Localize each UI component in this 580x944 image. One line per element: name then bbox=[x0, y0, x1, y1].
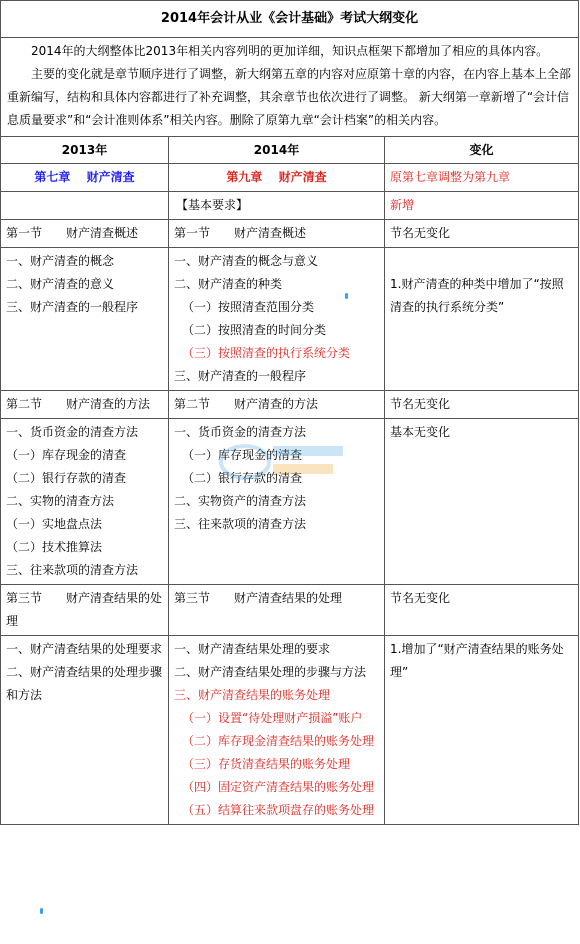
list-item: 一、财产清查结果的处理要求 bbox=[6, 642, 163, 656]
chapter-new: 第九章 财产清查 bbox=[169, 164, 385, 192]
section2-old-items bbox=[1, 419, 169, 585]
list-item: 二、实物资产的清查方法 bbox=[174, 494, 307, 508]
list-item: 二、财产清查的种类 bbox=[174, 277, 283, 291]
header-2013: 2013年 bbox=[1, 137, 169, 164]
list-item: （二）银行存款的清查 bbox=[6, 471, 127, 485]
basic-req-old bbox=[1, 192, 169, 220]
section1-change-detail bbox=[385, 248, 579, 391]
section2-change: 节名无变化 bbox=[385, 391, 579, 419]
list-item: 一、财产清查的概念 bbox=[6, 254, 115, 268]
list-item: 二、财产清查的意义 bbox=[6, 277, 115, 291]
section1-old: 第一节 财产清查概述 bbox=[1, 220, 169, 248]
list-item-new: 三、财产清查结果的账务处理 bbox=[174, 688, 331, 702]
section2-old: 第二节 财产清查的方法 bbox=[1, 391, 169, 419]
list-item: （二）技术推算法 bbox=[6, 540, 103, 554]
basic-req-row bbox=[1, 192, 579, 220]
list-item: （一）按照清查范围分类 bbox=[182, 300, 315, 314]
header-row bbox=[1, 137, 579, 164]
section1-new: 第一节 财产清查概述 bbox=[169, 220, 385, 248]
section2-new-items bbox=[169, 419, 385, 585]
change-note: 1.财产清查的种类中增加了“按照清查的执行系统分类” bbox=[390, 277, 564, 314]
intro-paragraph: 2014年的大纲整体比2013年相关内容列明的更加详细，知识点框架下都增加了相应的具体内容。 bbox=[31, 44, 549, 58]
list-item-new: （四）固定资产清查结果的账务处理 bbox=[182, 780, 375, 794]
list-item: 二、实物的清查方法 bbox=[6, 494, 115, 508]
section3-old-items bbox=[1, 636, 169, 825]
list-item: 二、财产清查结果处理的步骤与方法 bbox=[174, 665, 367, 679]
intro-row bbox=[1, 38, 579, 137]
list-item: （二）按照清查的时间分类 bbox=[182, 323, 327, 337]
list-item: 三、往来款项的清查方法 bbox=[174, 517, 307, 531]
header-2014: 2014年 bbox=[169, 137, 385, 164]
intro-text bbox=[1, 38, 579, 137]
section3-old: 第三节 财产清查结果的处理 bbox=[1, 585, 169, 636]
section1-new-items bbox=[169, 248, 385, 391]
list-item-new: （五）结算往来款项盘存的账务处理 bbox=[182, 803, 375, 817]
page-title: 2014年会计从业《会计基础》考试大纲变化 bbox=[1, 1, 579, 38]
section2-title-row bbox=[1, 391, 579, 419]
section3-new: 第三节 财产清查结果的处理 bbox=[169, 585, 385, 636]
list-item: 一、财产清查的概念与意义 bbox=[174, 254, 319, 268]
list-item: 一、财产清查结果处理的要求 bbox=[174, 642, 331, 656]
list-item: （一）实地盘点法 bbox=[6, 517, 103, 531]
chapter-change: 原第七章调整为第九章 bbox=[385, 164, 579, 192]
list-item-new: （三）按照清查的执行系统分类 bbox=[182, 346, 351, 360]
list-item: 三、财产清查的一般程序 bbox=[174, 369, 307, 383]
list-item: （一）库存现金的清查 bbox=[182, 448, 303, 462]
header-change: 变化 bbox=[385, 137, 579, 164]
list-item: 三、财产清查的一般程序 bbox=[6, 300, 139, 314]
list-item: （一）库存现金的清查 bbox=[6, 448, 127, 462]
chapter-row bbox=[1, 164, 579, 192]
section3-title-row bbox=[1, 585, 579, 636]
decorative-speck bbox=[40, 908, 43, 914]
section1-title-row bbox=[1, 220, 579, 248]
section2-change-detail: 基本无变化 bbox=[385, 419, 579, 585]
decorative-speck bbox=[345, 293, 348, 299]
list-item: 一、货币资金的清查方法 bbox=[174, 425, 307, 439]
section3-change-detail: 1.增加了“财产清查结果的账务处理” bbox=[385, 636, 579, 825]
intro-paragraph: 主要的变化就是章节顺序进行了调整，新大纲第五章的内容对应原第十章的内容，在内容上基本上全部重新编写，结构和具体内容都进行了补充调整，其余章节也依次进行了调整。 新大纲第一章新增了“会计信息质量要求”和“会计准则体系”相关内容。删除了原第九章“会计档案”的相关内容。 bbox=[7, 67, 572, 127]
list-item: 三、往来款项的清查方法 bbox=[6, 563, 139, 577]
section2-new: 第二节 财产清查的方法 bbox=[169, 391, 385, 419]
section2-content-row bbox=[1, 419, 579, 585]
list-item-new: （三）存货清查结果的账务处理 bbox=[182, 757, 351, 771]
chapter-old: 第七章 财产清查 bbox=[1, 164, 169, 192]
basic-req-label: 【基本要求】 bbox=[176, 198, 249, 212]
section1-old-items bbox=[1, 248, 169, 391]
list-item: 二、财产清查结果的处理步骤和方法 bbox=[6, 665, 163, 702]
list-item-new: （二）库存现金清查结果的账务处理 bbox=[182, 734, 375, 748]
section1-content-row bbox=[1, 248, 579, 391]
basic-req-change: 新增 bbox=[385, 192, 579, 220]
section1-change: 节名无变化 bbox=[385, 220, 579, 248]
list-item: 一、货币资金的清查方法 bbox=[6, 425, 139, 439]
title-row bbox=[1, 1, 579, 38]
section3-content-row bbox=[1, 636, 579, 825]
basic-req-new bbox=[169, 192, 385, 220]
list-item: （二）银行存款的清查 bbox=[182, 471, 303, 485]
list-item-new: （一）设置“待处理财产损溢”账户 bbox=[182, 711, 363, 725]
section3-change: 节名无变化 bbox=[385, 585, 579, 636]
section3-new-items bbox=[169, 636, 385, 825]
